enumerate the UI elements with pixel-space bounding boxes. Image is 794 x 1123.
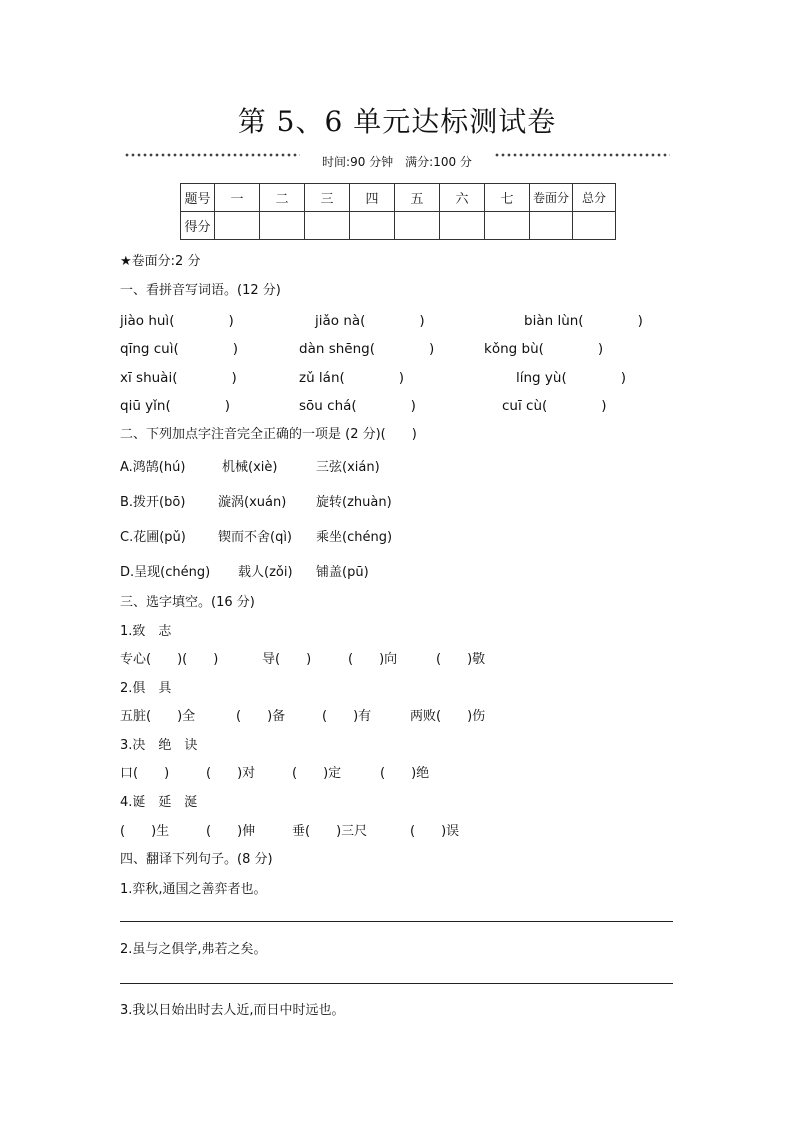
score-table-row-label: 得分 xyxy=(181,212,215,240)
char-group-label: 4.诞 延 涎 xyxy=(120,795,198,810)
score-cell[interactable] xyxy=(395,212,440,240)
score-table-header-cell: 总分 xyxy=(573,184,616,212)
score-table-header-cell: 二 xyxy=(260,184,305,212)
score-cell[interactable] xyxy=(573,212,616,240)
option-c-word-2: 锲而不舍(qì) xyxy=(218,530,293,545)
score-table-header-cell: 五 xyxy=(395,184,440,212)
pinyin-item[interactable]: jiào huì( ) xyxy=(120,313,234,329)
section-4-heading: 四、翻译下列句子。(8 分) xyxy=(120,852,273,867)
fill-blank[interactable]: 导( ) xyxy=(262,652,312,667)
score-table-header-cell: 卷面分 xyxy=(530,184,573,212)
fill-blank[interactable]: ( )向 xyxy=(348,652,398,667)
fill-blank[interactable]: 两败( )伤 xyxy=(410,709,486,724)
fill-blank[interactable]: 五脏( )全 xyxy=(120,709,196,724)
fill-blank[interactable]: ( )对 xyxy=(206,766,256,781)
section-2-heading: 二、下列加点字注音完全正确的一项是 (2 分)( ) xyxy=(120,427,417,442)
pinyin-item[interactable]: zǔ lán( ) xyxy=(299,370,405,386)
option-d-word-2: 载人(zǒi) xyxy=(238,565,293,580)
option-a-word-1[interactable]: A.鸿鹄(hú) xyxy=(120,460,186,475)
option-c-word-1[interactable]: C.花圃(pǔ) xyxy=(120,530,186,545)
pinyin-item[interactable]: qīng cuì( ) xyxy=(120,341,238,357)
answer-line[interactable] xyxy=(120,921,673,922)
score-cell[interactable] xyxy=(260,212,305,240)
decorative-wavy-line-right xyxy=(494,152,670,158)
pinyin-item[interactable]: dàn shēng( ) xyxy=(299,341,435,357)
time-and-score-info: 时间:90 分钟 满分:100 分 xyxy=(322,155,472,169)
fill-blank[interactable]: ( )敬 xyxy=(436,652,486,667)
score-table-score-row xyxy=(181,212,616,240)
pinyin-item[interactable]: kǒng bù( ) xyxy=(484,341,604,357)
option-d-word-3: 铺盖(pū) xyxy=(316,565,369,580)
score-cell[interactable] xyxy=(305,212,350,240)
score-cell[interactable] xyxy=(440,212,485,240)
fill-blank[interactable]: ( )有 xyxy=(322,709,372,724)
answer-line[interactable] xyxy=(120,983,673,984)
pinyin-item[interactable]: biàn lùn( ) xyxy=(524,313,643,329)
pinyin-item[interactable]: sōu chá( ) xyxy=(299,398,416,414)
score-cell[interactable] xyxy=(530,212,573,240)
fill-blank[interactable]: ( )绝 xyxy=(380,766,430,781)
score-cell[interactable] xyxy=(350,212,395,240)
section-3-heading: 三、选字填空。(16 分) xyxy=(120,595,255,610)
score-table-header-cell: 六 xyxy=(440,184,485,212)
option-a-word-3: 三弦(xián) xyxy=(316,460,380,475)
option-d-word-1[interactable]: D.呈现(chéng) xyxy=(120,565,211,580)
fill-blank[interactable]: ( )生 xyxy=(120,824,170,839)
option-b-word-1[interactable]: B.拨开(bō) xyxy=(120,495,186,510)
section-1-heading: 一、看拼音写词语。(12 分) xyxy=(120,283,281,298)
score-table-header-cell: 三 xyxy=(305,184,350,212)
option-c-word-3: 乘坐(chéng) xyxy=(316,530,393,545)
fill-blank[interactable]: 垂( )三尺 xyxy=(292,824,368,839)
score-table-header-row xyxy=(181,184,616,212)
fill-blank[interactable]: ( )误 xyxy=(410,824,460,839)
score-cell[interactable] xyxy=(215,212,260,240)
option-a-word-2: 机械(xiè) xyxy=(222,460,278,475)
fill-blank[interactable]: ( )伸 xyxy=(206,824,256,839)
score-table-header-cell: 四 xyxy=(350,184,395,212)
fill-blank[interactable]: 口( ) xyxy=(120,766,170,781)
fill-blank[interactable]: 专心( )( ) xyxy=(120,652,219,667)
char-group-label: 1.致 志 xyxy=(120,624,172,639)
fill-blank[interactable]: ( )备 xyxy=(236,709,286,724)
score-cell[interactable] xyxy=(485,212,530,240)
score-table xyxy=(180,183,616,240)
pinyin-item[interactable]: cuī cù( ) xyxy=(502,398,607,414)
score-table-header-cell: 题号 xyxy=(181,184,215,212)
option-b-word-3: 旋转(zhuàn) xyxy=(316,495,392,510)
score-table-header-cell: 七 xyxy=(485,184,530,212)
pinyin-item[interactable]: jiǎo nà( ) xyxy=(315,313,425,329)
char-group-label: 3.决 绝 诀 xyxy=(120,738,198,753)
page-title: 第 5、6 单元达标测试卷 xyxy=(237,105,557,138)
char-group-label: 2.俱 具 xyxy=(120,681,172,696)
pinyin-item[interactable]: líng yù( ) xyxy=(516,370,626,386)
option-b-word-2: 漩涡(xuán) xyxy=(218,495,287,510)
translate-sentence: 1.弈秋,通国之善弈者也。 xyxy=(120,882,267,897)
translate-sentence: 3.我以日始出时去人近,而日中时远也。 xyxy=(120,1003,345,1018)
neatness-score-note: ★卷面分:2 分 xyxy=(120,254,201,269)
translate-sentence: 2.虽与之俱学,弗若之矣。 xyxy=(120,942,267,957)
score-table-header-cell: 一 xyxy=(215,184,260,212)
fill-blank[interactable]: ( )定 xyxy=(292,766,342,781)
pinyin-item[interactable]: xī shuài( ) xyxy=(120,370,237,386)
pinyin-item[interactable]: qiū yǐn( ) xyxy=(120,398,230,414)
